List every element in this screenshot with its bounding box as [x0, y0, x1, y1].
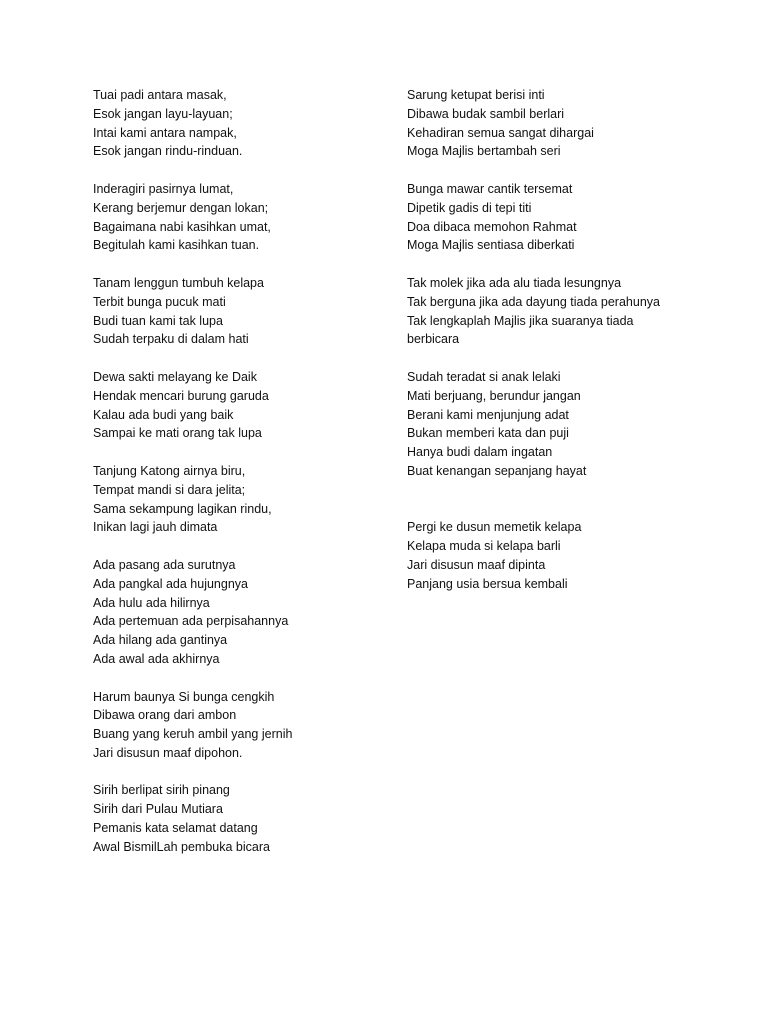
- stanza: [407, 368, 737, 481]
- stanza: [93, 180, 393, 255]
- poem-line: Tuai padi antara masak,: [93, 88, 227, 102]
- stanza: [93, 368, 393, 443]
- poem-line: Ada hulu ada hilirnya: [93, 595, 210, 610]
- poem-line: Hendak mencari burung garuda: [93, 388, 269, 403]
- poem-line: Sudah teradat si anak lelaki: [407, 369, 561, 384]
- poem-line: Tanam lenggun tumbuh kelapa: [93, 275, 264, 290]
- poem-line: Dewa sakti melayang ke Daik: [93, 369, 257, 384]
- stanza: [407, 86, 737, 161]
- poem-line: Doa dibaca memohon Rahmat: [407, 219, 577, 234]
- poem-line: Pemanis kata selamat datang: [93, 821, 258, 836]
- poem-line: Buang yang keruh ambil yang jernih: [93, 727, 293, 742]
- stanza: [93, 556, 393, 669]
- poem-line: Harum baunya Si bunga cengkih: [93, 689, 275, 704]
- stanza: [93, 462, 393, 537]
- poem-line: Budi tuan kami tak lupa: [93, 313, 223, 328]
- poem-line: Sudah terpaku di dalam hati: [93, 332, 249, 347]
- stanza: [407, 518, 737, 593]
- poem-line: Ada pertemuan ada perpisahannya: [93, 614, 289, 629]
- poem-line: Bunga mawar cantik tersemat: [407, 181, 573, 196]
- poem-line: Panjang usia bersua kembali: [407, 576, 568, 591]
- poem-line: Begitulah kami kasihkan tuan.: [93, 238, 260, 253]
- poem-line: Pergi ke dusun memetik kelapa: [407, 520, 582, 535]
- poem-line: Kalau ada budi yang baik: [93, 407, 234, 422]
- poem-line: Tak lengkaplah Majlis jika suaranya tiada: [407, 313, 634, 328]
- stanza: [93, 781, 393, 856]
- poem-line: Dipetik gadis di tepi titi: [407, 200, 532, 215]
- poem-line: Jari disusun maaf dipinta: [407, 557, 546, 572]
- poem-line: Kerang berjemur dengan lokan;: [93, 200, 269, 215]
- poem-line: Ada pangkal ada hujungnya: [93, 576, 248, 591]
- poem-line: Intai kami antara nampak,: [93, 125, 237, 140]
- poem-line: Jari disusun maaf dipohon.: [93, 745, 243, 760]
- poem-line: Inderagiri pasirnya lumat,: [93, 181, 234, 196]
- poem-line: Esok jangan layu-layuan;: [93, 106, 233, 121]
- poem-line: Sirih berlipat sirih pinang: [93, 783, 230, 798]
- stanza: [93, 688, 393, 763]
- poem-line: Hanya budi dalam ingatan: [407, 445, 553, 460]
- poem-line: Kelapa muda si kelapa barli: [407, 539, 561, 554]
- poem-line: Kehadiran semua sangat dihargai: [407, 125, 594, 140]
- right-column: [407, 86, 737, 594]
- stanza: [407, 180, 737, 255]
- poem-line: Berani kami menjunjung adat: [407, 407, 569, 422]
- poem-line: Tempat mandi si dara jelita;: [93, 482, 246, 497]
- poem-line: Mati berjuang, berundur jangan: [407, 388, 581, 403]
- poem-line: Sama sekampung lagikan rindu,: [93, 501, 272, 516]
- poem-line: Buat kenangan sepanjang hayat: [407, 463, 587, 478]
- poem-line: Ada pasang ada surutnya: [93, 557, 236, 572]
- left-column: [93, 86, 393, 857]
- poem-line: Sampai ke mati orang tak lupa: [93, 426, 262, 441]
- poem-line: Bukan memberi kata dan puji: [407, 426, 569, 441]
- poem-line: Moga Majlis bertambah seri: [407, 144, 561, 159]
- poem-line: Esok jangan rindu-rinduan.: [93, 144, 243, 159]
- poem-line: Ada hilang ada gantinya: [93, 633, 228, 648]
- poem-line: Ada awal ada akhirnya: [93, 651, 220, 666]
- stanza: [93, 86, 393, 161]
- stanza: [407, 274, 737, 349]
- poem-line: Inikan lagi jauh dimata: [93, 520, 218, 535]
- poem-line: Dibawa budak sambil berlari: [407, 106, 565, 121]
- poem-line: Terbit bunga pucuk mati: [93, 294, 226, 309]
- poem-line: Tak berguna jika ada dayung tiada perahunya: [407, 294, 660, 309]
- poem-line: Tanjung Katong airnya biru,: [93, 463, 246, 478]
- stanza: [93, 274, 393, 349]
- poem-line: Tak molek jika ada alu tiada lesungnya: [407, 275, 622, 290]
- poem-line: berbicara: [407, 332, 460, 347]
- poem-line: Sirih dari Pulau Mutiara: [93, 802, 223, 817]
- poem-line: Awal BismilLah pembuka bicara: [93, 839, 270, 854]
- poem-line: Dibawa orang dari ambon: [93, 708, 237, 723]
- poem-line: Sarung ketupat berisi inti: [407, 88, 545, 102]
- poem-line: Bagaimana nabi kasihkan umat,: [93, 219, 271, 234]
- poem-line: Moga Majlis sentiasa diberkati: [407, 238, 575, 253]
